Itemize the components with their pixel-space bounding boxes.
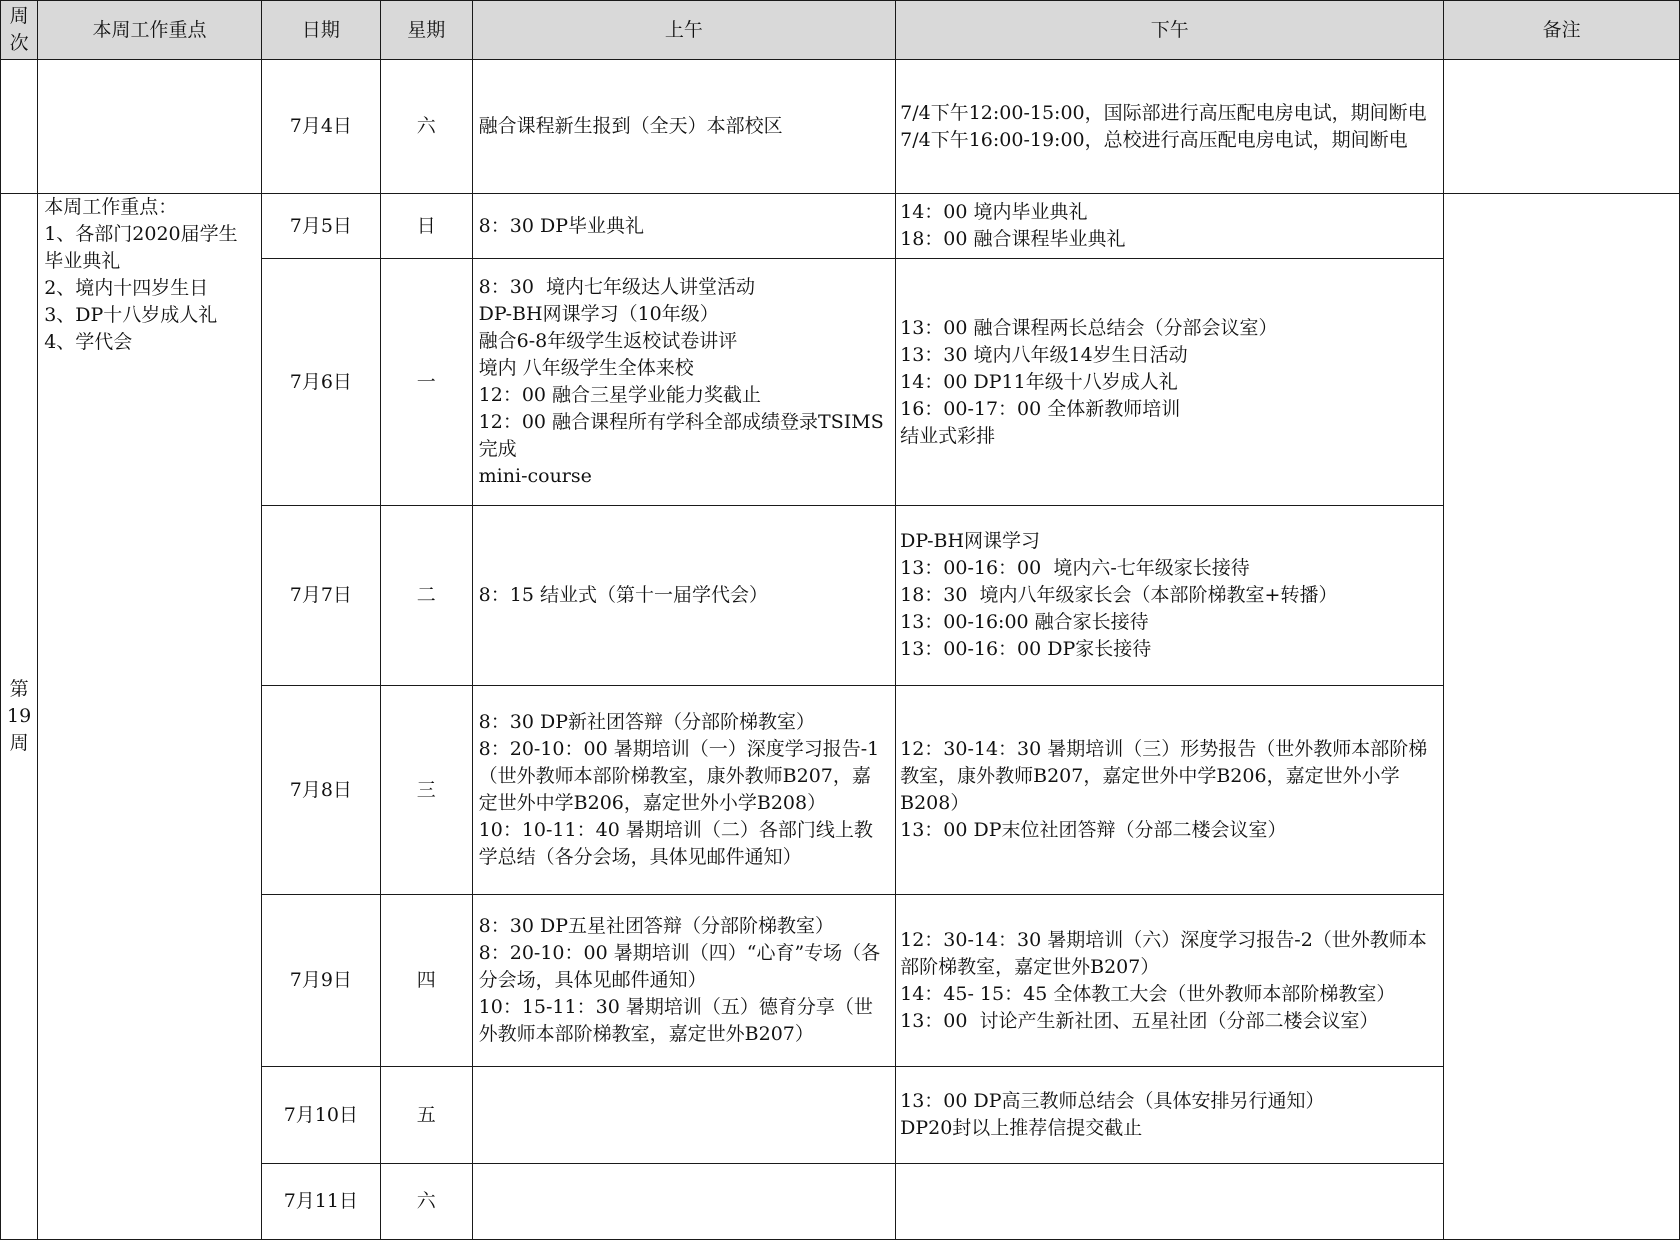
am-cell: 融合课程新生报到（全天）本部校区 bbox=[472, 60, 895, 194]
header-focus: 本周工作重点 bbox=[38, 1, 262, 60]
pm-cell bbox=[896, 1164, 1444, 1240]
pm-cell: DP-BH网课学习 13：00-16：00 境内六-七年级家长接待 18：30 境内八年级家长会（本部阶梯教室+转播） 13：00-16:00 融合家长接待 13：00-16：00 DP家长接待 bbox=[896, 506, 1444, 686]
pm-cell: 13：00 融合课程两长总结会（分部会议室） 13：30 境内八年级14岁生日活动 14：00 DP11年级十八岁成人礼 16：00-17：00 全体新教师培训 结业式彩排 bbox=[896, 259, 1444, 506]
pm-cell: 7/4下午12:00-15:00，国际部进行高压配电房电试，期间断电 7/4下午16:00-19:00，总校进行高压配电房电试，期间断电 bbox=[896, 60, 1444, 194]
date-cell: 7月4日 bbox=[261, 60, 380, 194]
header-pm: 下午 bbox=[896, 1, 1444, 60]
weekday-cell: 二 bbox=[380, 506, 472, 686]
am-cell: 8：30 DP五星社团答辩（分部阶梯教室） 8：20-10：00 暑期培训（四）“心育”专场（各分会场，具体见邮件通知） 10：15-11：30 暑期培训（五）德育分享（世外教师本部阶梯教室，嘉定世外B207） bbox=[472, 895, 895, 1067]
pm-cell: 12：30-14：30 暑期培训（六）深度学习报告-2（世外教师本部阶梯教室，嘉定世外B207） 14：45- 15：45 全体教工大会（世外教师本部阶梯教室） 13：00 讨论产生新社团、五星社团（分部二楼会议室） bbox=[896, 895, 1444, 1067]
focus-cell-empty bbox=[38, 60, 262, 194]
date-cell: 7月9日 bbox=[261, 895, 380, 1067]
table-row-jul5 bbox=[1, 194, 1680, 259]
date-cell: 7月11日 bbox=[261, 1164, 380, 1240]
header-am: 上午 bbox=[472, 1, 895, 60]
weekday-cell: 四 bbox=[380, 895, 472, 1067]
date-cell: 7月6日 bbox=[261, 259, 380, 506]
remark-cell bbox=[1444, 194, 1680, 1240]
pm-cell: 14：00 境内毕业典礼 18：00 融合课程毕业典礼 bbox=[896, 194, 1444, 259]
am-cell bbox=[472, 1164, 895, 1240]
weekday-cell: 三 bbox=[380, 686, 472, 895]
weekday-cell: 日 bbox=[380, 194, 472, 259]
weekly-focus: 本周工作重点： 1、各部门2020届学生毕业典礼 2、境内十四岁生日 3、DP十八岁成人礼 4、学代会 bbox=[38, 194, 262, 1240]
header-date: 日期 bbox=[261, 1, 380, 60]
pm-cell: 13：00 DP高三教师总结会（具体安排另行通知） DP20封以上推荐信提交截止 bbox=[896, 1067, 1444, 1164]
am-cell: 8：30 DP毕业典礼 bbox=[472, 194, 895, 259]
pm-cell: 12：30-14：30 暑期培训（三）形势报告（世外教师本部阶梯教室，康外教师B207，嘉定世外中学B206，嘉定世外小学B208） 13：00 DP末位社团答辩（分部二楼会议室） bbox=[896, 686, 1444, 895]
date-cell: 7月5日 bbox=[261, 194, 380, 259]
am-cell bbox=[472, 1067, 895, 1164]
date-cell: 7月8日 bbox=[261, 686, 380, 895]
weekday-cell: 五 bbox=[380, 1067, 472, 1164]
date-cell: 7月7日 bbox=[261, 506, 380, 686]
header-remark: 备注 bbox=[1444, 1, 1680, 60]
week-cell-empty bbox=[1, 60, 38, 194]
header-row bbox=[1, 1, 1680, 60]
am-cell: 8：15 结业式（第十一届学代会） bbox=[472, 506, 895, 686]
table-row-jul4 bbox=[1, 60, 1680, 194]
week-label: 第 19 周 bbox=[1, 194, 38, 1240]
am-cell: 8：30 DP新社团答辩（分部阶梯教室） 8：20-10：00 暑期培训（一）深度学习报告-1（世外教师本部阶梯教室，康外教师B207，嘉定世外中学B206，嘉定世外小学B208） 10：10-11：40 暑期培训（二）各部门线上教学总结（各分会场，具体见邮件通知） bbox=[472, 686, 895, 895]
header-week: 周 次 bbox=[1, 1, 38, 60]
date-cell: 7月10日 bbox=[261, 1067, 380, 1164]
remark-cell bbox=[1444, 60, 1680, 194]
am-cell: 8：30 境内七年级达人讲堂活动 DP-BH网课学习（10年级） 融合6-8年级学生返校试卷讲评 境内 八年级学生全体来校 12：00 融合三星学业能力奖截止 12：00 融合课程所有学科全部成绩登录TSIMS完成 mini-course bbox=[472, 259, 895, 506]
weekday-cell: 六 bbox=[380, 1164, 472, 1240]
weekday-cell: 一 bbox=[380, 259, 472, 506]
header-weekday: 星期 bbox=[380, 1, 472, 60]
weekday-cell: 六 bbox=[380, 60, 472, 194]
